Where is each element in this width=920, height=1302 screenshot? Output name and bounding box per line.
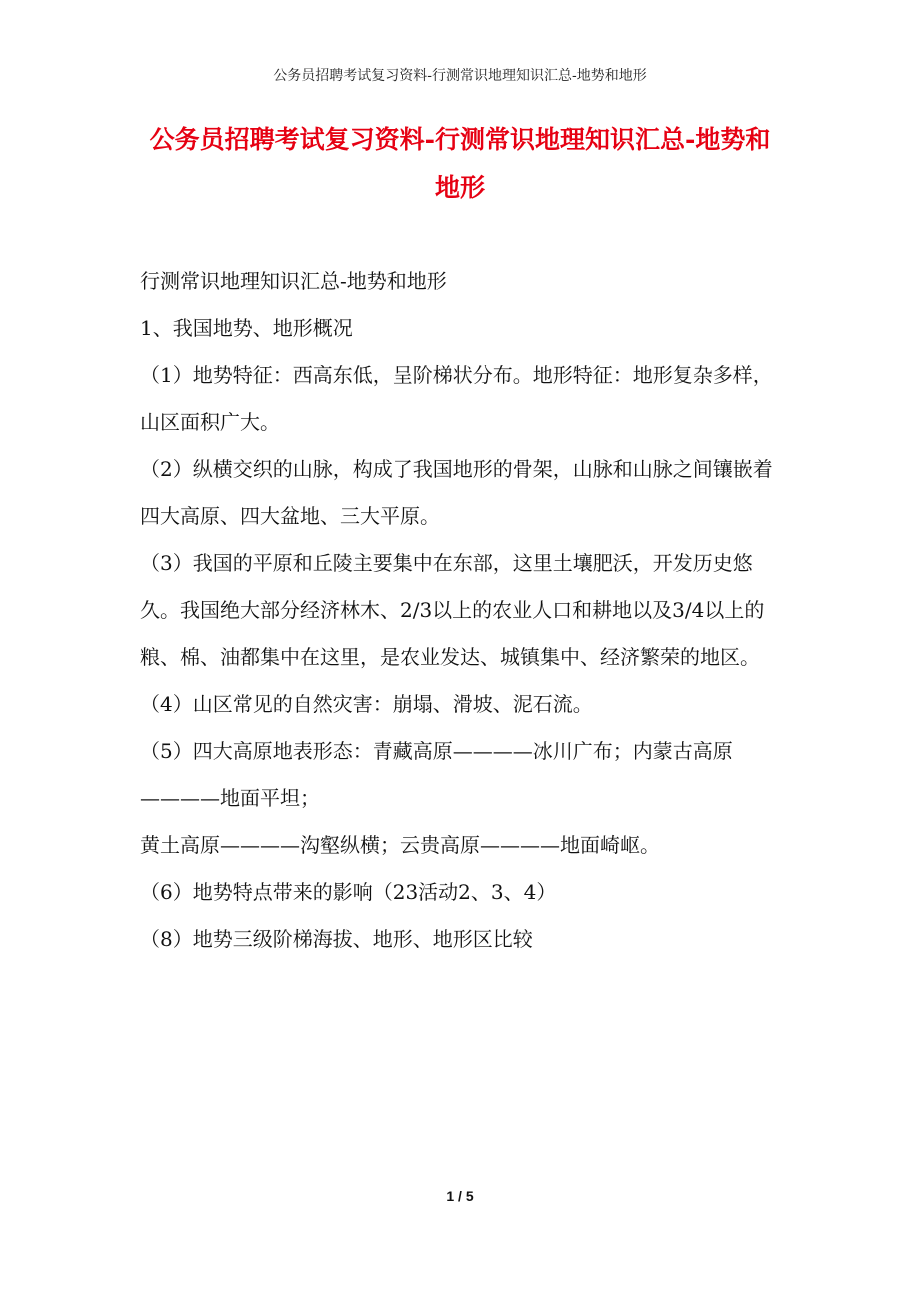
paragraph-item-5-continued: 黄土高原————沟壑纵横；云贵高原————地面崎岖。 (140, 833, 660, 857)
paragraph-item-2: （2）纵横交织的山脉，构成了我国地形的骨架，山脉和山脉之间镶嵌着四大高原、四大盆地、三大平原。 (140, 457, 773, 528)
paragraph-item-5: （5）四大高原地表形态：青藏高原————冰川广布；内蒙古高原————地面平坦； (140, 739, 733, 810)
running-header: 公务员招聘考试复习资料-行测常识地理知识汇总-地势和地形 (273, 68, 647, 84)
document-title: 公务员招聘考试复习资料-行测常识地理知识汇总-地势和地形 (149, 125, 771, 202)
paragraph-item-8: （8）地势三级阶梯海拔、地形、地形区比较 (140, 927, 533, 951)
paragraph-item-4: （4）山区常见的自然灾害：崩塌、滑坡、泥石流。 (140, 692, 593, 716)
paragraph-item-6: （6）地势特点带来的影响（23活动2、3、4） (140, 880, 557, 904)
document-body (140, 258, 782, 963)
paragraph-item-3: （3）我国的平原和丘陵主要集中在东部，这里土壤肥沃，开发历史悠久。我国绝大部分经济林木、2/3以上的农业人口和耕地以及3/4以上的粮、棉、油都集中在这里，是农业发达、城镇集中、经济繁荣的地区。 (140, 551, 765, 669)
section-heading: 行测常识地理知识汇总-地势和地形 (140, 269, 447, 293)
page-number: 1 / 5 (446, 1188, 474, 1204)
paragraph-item-1: （1）地势特征：西高东低，呈阶梯状分布。地形特征：地形复杂多样，山区面积广大。 (140, 363, 773, 434)
subsection-heading: 1、我国地势、地形概况 (140, 316, 353, 340)
